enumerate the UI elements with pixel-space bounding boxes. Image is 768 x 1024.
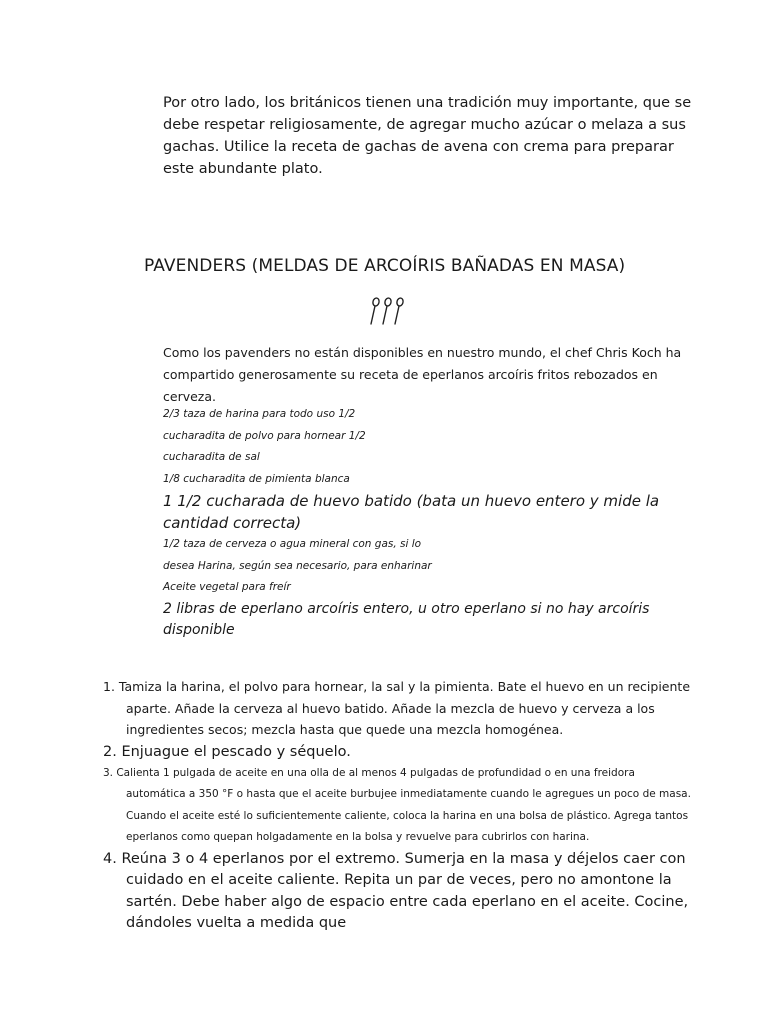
- ingredient-item: desea Harina, según sea necesario, para enharinar: [163, 559, 432, 572]
- step-item: 1. Tamiza la harina, el polvo para hornear, la sal y la pimienta. Bate el huevo en un recipiente aparte. Añade la cerveza al huevo batido. Añade la mezcla de huevo y cerveza a los ingredientes secos; mezcla hasta que quede una mezcla homogénea.: [103, 679, 691, 737]
- ingredient-item: 2 libras de eperlano arcoíris entero, u otro eperlano si no hay arcoíris disponible: [163, 600, 650, 638]
- ingredient-item: cucharadita de sal: [163, 451, 260, 463]
- ingredient-item: cucharadita de polvo para hornear 1/2: [163, 429, 366, 442]
- intro-paragraph: Por otro lado, los británicos tienen una tradición muy importante, que se debe respetar religiosamente, de agregar mucho azúcar o melaza a sus gachas. Utilice la receta de gachas de avena con crema para preparar este abundante plato.: [163, 95, 692, 177]
- ingredient-item: 2/3 taza de harina para todo uso 1/2: [163, 408, 356, 420]
- recipe-description: Como los pavenders no están disponibles en nuestro mundo, el chef Chris Koch ha compartido generosamente su receta de eperlanos arcoíris fritos rebozados en cerveza.: [163, 345, 682, 404]
- ingredient-item: 1 1/2 cucharada de huevo batido (bata un huevo entero y mide la cantidad correcta): [163, 492, 660, 532]
- step-item: 2. Enjuague el pescado y séquelo.: [103, 743, 351, 760]
- ingredient-item: 1/8 cucharadita de pimienta blanca: [163, 472, 350, 485]
- ingredients-list: [163, 404, 703, 642]
- recipe-title: PAVENDERS (MELDAS DE ARCOÍRIS BAÑADAS EN MASA): [144, 256, 626, 276]
- step-item: 3. Calienta 1 pulgada de aceite en una olla de al menos 4 pulgadas de profundidad o en una freidora automática a 350 °F o hasta que el aceite burbujee inmediatamente cuando le agregues un poco de masa. Cuando el aceite esté lo suficientemente caliente, coloca la harina en una bolsa de plástico. Agrega tantos eperlanos como quepan holgadamente en la bolsa y revuelve para cubrirlos con harina.: [103, 766, 691, 843]
- three-spoons-icon: [368, 297, 408, 327]
- ingredient-item: 1/2 taza de cerveza o agua mineral con gas, si lo: [163, 538, 422, 550]
- step-item: 4. Reúna 3 o 4 eperlanos por el extremo. Sumerja en la masa y déjelos caer con cuidado en el aceite caliente. Repita un par de veces, pero no amontone la sartén. Debe haber algo de espacio entre cada eperlano en el aceite. Cocine, dándoles vuelta a medida que: [103, 850, 689, 931]
- ingredient-item: Aceite vegetal para freír: [163, 581, 291, 593]
- steps-list: [103, 676, 693, 935]
